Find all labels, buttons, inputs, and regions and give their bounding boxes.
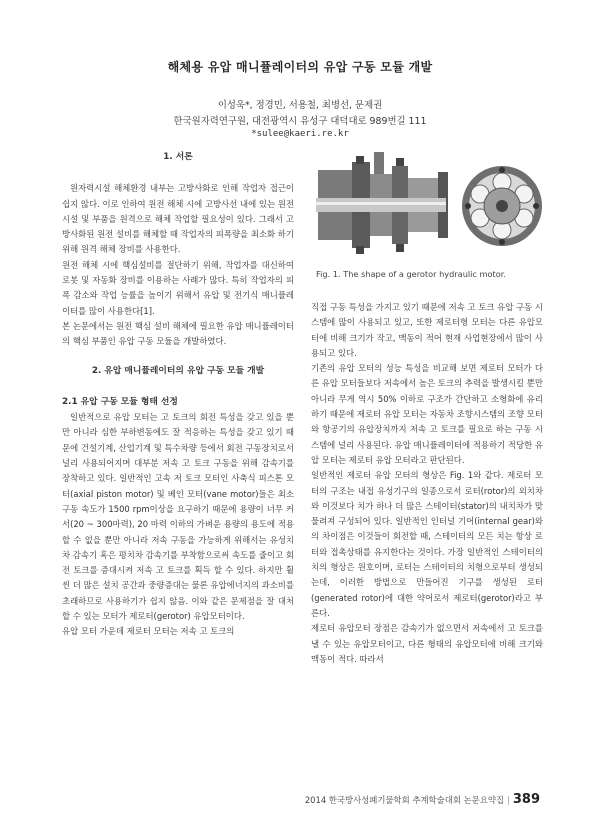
section-2-1-paragraph-1: 일반적으로 유압 모터는 고 토크의 회전 특성을 갖고 있을 뿐만 아니라 심한 부하변동에도 잘 적응하는 특성을 갖고 있기 때문에 건설기계, 산업기계 및 특수차량 등에서 회전 구동장치로서 널리 사용되어지며 대부분 저속 고 토크 구동을 위해 감속기를 장착하고 있다. 일반적인 고속 저 토크 모터인 사축식 피스톤 모터(axial piston motor) 및 베인 모터(vane motor)들은 최소 구동 속도가 1500 rpm이상을 요구하기 때문에 용량이 너무 커서(20 ~ 300마력), 20 마력 이하의 가벼운 용량의 용도에 적용할 수 없을 뿐만 아니라 저속 구동을 가능하게 위해서는 유성치차 감속기 혹은 평치차 감속기를 부착함으로써 속도를 줄이고 회전 토크를 증대시켜 저속 고 토크를 획득 할 수 있다. 하지만 훨씬 더 많은 설치 공간과 중량증대는 물론 유압에너지의 과소비를 초래하므로 사용하기가 쉽지 않음. 이와 같은 문제점을 잘 대처할 수 있는 모터가 제로터(gerotor) 유압모터이다. [62,412,294,622]
right-paragraph-1: 직접 구동 특성을 가지고 있기 때문에 저속 고 토크 유압 구동 시스템에 많이 사용되고 있고, 또한 제로터형 모터는 다른 유압모터에 비해 크기가 작고, 맥동이 적어 현재 사업현장에서 많이 사용되고 있다. [311,302,543,358]
section-1-paragraph-3: 본 논문에서는 원전 핵심 설비 해체에 필요한 유압 매니퓰레이터의 핵심 부품인 유압 구동 모듈을 개발하였다. [62,320,294,347]
author-email: *sulee@kaeri.re.kr [251,129,349,139]
section-2-1-heading: 2.1 유압 구동 모듈 형태 선정 [62,396,178,407]
gerotor-motor-illustration [316,152,548,262]
paper-title: 해체용 유압 매니퓰레이터의 유압 구동 모듈 개발 [167,60,433,74]
section-1-paragraph-2: 원전 해체 시에 핵심설비를 절단하기 위해, 작업자를 대신하여 로봇 및 자동화 장비를 이용하는 사례가 많다. 특히 작업자의 피폭 감소와 작업 능률을 높이기 위해서 유압 및 전기식 매니퓰레이터를 많이 사용한다[1]. [62,259,294,316]
page-number: 389 [512,792,540,807]
page-footer [300,792,540,807]
right-paragraph-4: 제로터 유압모터 장점은 감속기가 없으면서 저속에서 고 토크를 낼 수 있는 유압모터이고, 다른 형태의 유압모터에 비해 크기와 맥동이 적다. 따라서 [311,623,543,664]
right-column [311,300,543,667]
section-2-heading: 2. 유압 매니퓰레이터의 유압 구동 모듈 개발 [91,365,265,376]
paper-affiliation: 한국원자력연구원, 대전광역시 유성구 대덕대로 989번길 111 [173,116,427,127]
figure-1-gerotor-motor [316,152,548,262]
right-paragraph-2: 기존의 유압 모터의 성능 특성을 비교해 보면 제로터 모터가 다른 유압 모터들보다 저속에서 높은 토크의 추력을 발생시킬 뿐만 아니라 무게 역시 50% 이하로 구조가 간단하고 소형화에 유리하기 때문에 제로터 유압 모터는 자동차 조향시스템의 조향 모터와 항공기의 유압장치까지 저속 고 토크를 필요로 하는 구동 시스템에 널리 사용된다. 유압 매니퓰레이터에 적용하기 적당한 유압 모터는 제로터 유압 모터라고 판단된다. [311,363,543,465]
left-column [62,150,294,640]
footer-proceedings-title: 2014 한국방사성폐기물학회 추계학술대회 논문요약집 [304,795,505,805]
footer-divider: | [507,795,510,805]
paper-authors: 이성욱*, 정경민, 서용철, 최병선, 문제권 [217,100,383,111]
right-paragraph-3: 일반적인 제로터 유압 모터의 형상은 Fig. 1와 같다. 제로터 모터의 구조는 내접 유성기구의 일종으로서 로터(rotor)의 외치차와 이것보다 치가 하나 더 많은 스테이터(stator)의 내치차가 맞물려져 구성되어 있다. 일반적인 인터널 기어(internal gear)와의 차이점은 이것들이 회전할 때, 스테이터의 모든 치는 항상 로터와 접촉상태를 유지한다는 것이다. 가장 일반적인 스테이터의 치의 형상은 원호이며, 로터는 스테이터의 치형으로부터 생성되는데, 이러한 방법으로 만들어진 기구를 생성된 로터(generated rotor)에 대한 약어로서 제로터(gerotor)라고 부른다. [311,470,543,618]
section-2-1-paragraph-2: 유압 모터 가운데 제로터 모터는 저속 고 토크의 [62,626,235,637]
section-1-heading: 1. 서론 [163,152,193,162]
section-1-paragraph-1: 원자력시설 해체환경 내부는 고방사화로 인해 작업자 접근이 쉽지 않다. 이로 인하여 원전 해체 시에 고방사선 내에 있는 원전 시설 및 부품을 원격으로 해체 작업할 필요성이 있다. 그래서 고방사화된 원전 설비를 해체할 때 작업자의 피폭량을 최소화 하기 위해 원격 해체 장비를 사용한다. [62,183,294,255]
figure-1-caption: Fig. 1. The shape of a gerotor hydraulic motor. [316,269,506,279]
